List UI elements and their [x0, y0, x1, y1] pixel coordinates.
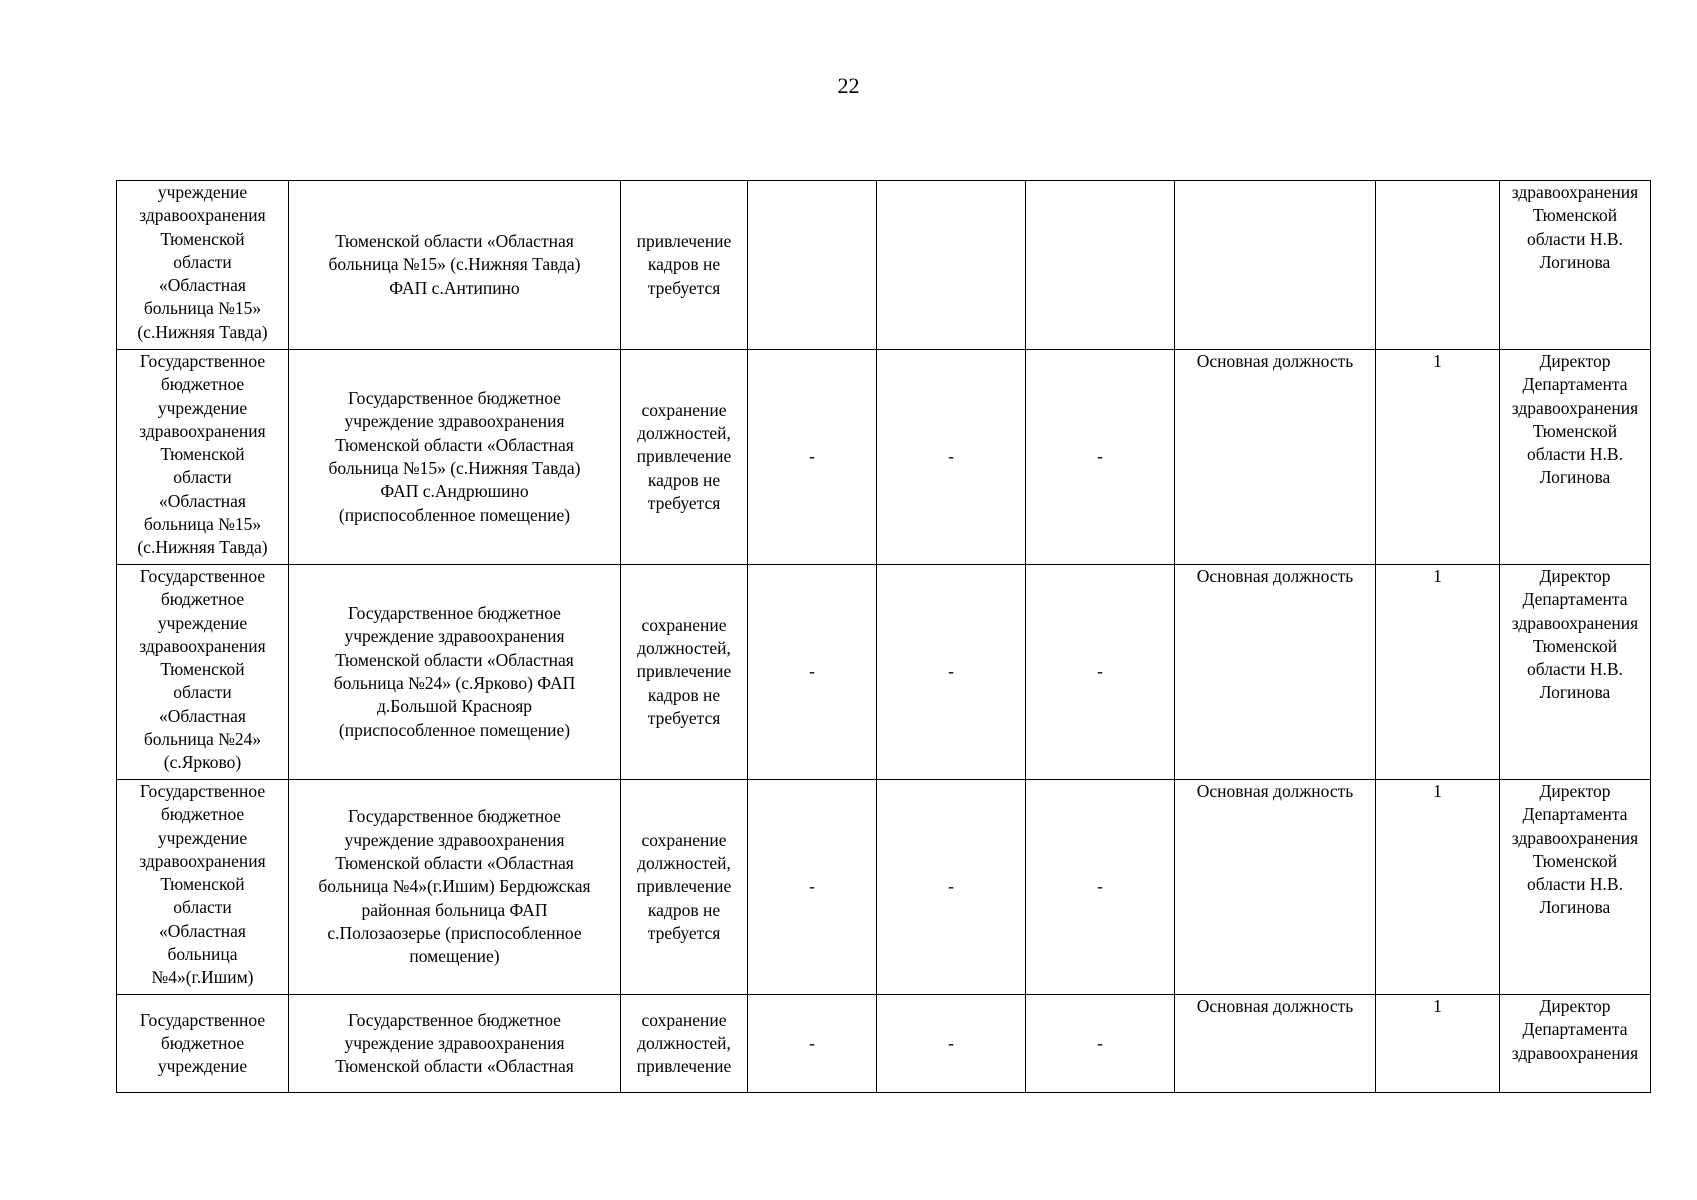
- table-row: [117, 780, 1651, 995]
- institution-cell: [117, 350, 289, 565]
- table-row: [117, 350, 1651, 565]
- institution-cell: [117, 780, 289, 995]
- table-row: [117, 995, 1651, 1093]
- action-cell: [621, 780, 748, 995]
- responsible-text: Директор Департамента здравоохранения Тюменской области Н.В. Логинова: [1511, 781, 1639, 918]
- action-cell: [621, 181, 748, 350]
- count-text: 1: [1433, 781, 1442, 801]
- action-text: сохранение должностей, привлечение: [636, 1009, 732, 1077]
- col4-cell: [748, 565, 877, 780]
- position-cell: [1175, 995, 1376, 1093]
- col6-text: -: [1097, 446, 1103, 467]
- col4-cell: [748, 181, 877, 350]
- position-cell: [1175, 181, 1376, 350]
- institution-cell: [117, 181, 289, 350]
- responsible-text: Директор Департамента здравоохранения Тюменской области Н.В. Логинова: [1511, 351, 1639, 488]
- responsible-cell: [1500, 780, 1651, 995]
- position-text: Основная должность: [1196, 996, 1354, 1016]
- responsible-text: здравоохранения Тюменской области Н.В. Логинова: [1511, 182, 1639, 272]
- table-row: [117, 565, 1651, 780]
- count-text: 1: [1433, 351, 1442, 371]
- institution-text: Государственное бюджетное учреждение здравоохранения Тюменской области «Областная больница №4»(г.Ишим): [139, 781, 266, 988]
- count-text: 1: [1433, 996, 1442, 1016]
- col6-cell: [1026, 565, 1175, 780]
- facility-cell: [289, 181, 621, 350]
- col4-cell: [748, 995, 877, 1093]
- institution-text: Государственное бюджетное учреждение здравоохранения Тюменской области «Областная больница №24» (с.Ярково): [139, 566, 266, 773]
- col5-text: -: [948, 1032, 954, 1053]
- count-cell: [1376, 995, 1500, 1093]
- position-text: Основная должность: [1196, 781, 1354, 801]
- page-number: 22: [837, 73, 860, 98]
- col4-cell: [748, 780, 877, 995]
- facility-text: Тюменской области «Областная больница №15» (с.Нижняя Тавда) ФАП с.Антипино: [328, 231, 581, 298]
- col6-text: -: [1097, 661, 1103, 682]
- col5-text: -: [948, 661, 954, 682]
- responsible-text: Директор Департамента здравоохранения Тюменской области Н.В. Логинова: [1511, 566, 1639, 703]
- responsible-cell: [1500, 995, 1651, 1093]
- col4-text: -: [809, 661, 815, 682]
- data-table: [116, 180, 1651, 1093]
- facility-cell: [289, 780, 621, 995]
- position-cell: [1175, 565, 1376, 780]
- count-cell: [1376, 181, 1500, 350]
- col6-cell: [1026, 995, 1175, 1093]
- action-text: сохранение должностей, привлечение кадров не требуется: [636, 399, 732, 513]
- institution-text: учреждение здравоохранения Тюменской области «Областная больница №15» (с.Нижняя Тавда): [137, 182, 268, 342]
- col4-text: -: [809, 876, 815, 897]
- action-cell: [621, 995, 748, 1093]
- col6-text: -: [1097, 876, 1103, 897]
- col5-cell: [877, 181, 1026, 350]
- count-text: 1: [1433, 566, 1442, 586]
- col6-cell: [1026, 780, 1175, 995]
- col5-text: -: [948, 446, 954, 467]
- action-cell: [621, 565, 748, 780]
- count-cell: [1376, 780, 1500, 995]
- facility-text: Государственное бюджетное учреждение здравоохранения Тюменской области «Областная: [335, 1009, 574, 1077]
- action-cell: [621, 350, 748, 565]
- position-text: Основная должность: [1196, 351, 1354, 371]
- responsible-text: Директор Департамента здравоохранения: [1511, 996, 1639, 1063]
- facility-text: Государственное бюджетное учреждение здравоохранения Тюменской области «Областная больница №4»(г.Ишим) Бердюжская районная больница ФАП с.Полозаозерье (приспособленное помещение): [318, 806, 591, 967]
- action-text: сохранение должностей, привлечение кадров не требуется: [636, 829, 732, 943]
- col4-text: -: [809, 446, 815, 467]
- facility-text: Государственное бюджетное учреждение здравоохранения Тюменской области «Областная больница №24» (с.Ярково) ФАП д.Большой Краснояр (приспособленное помещение): [333, 603, 576, 740]
- col5-cell: [877, 565, 1026, 780]
- institution-text: Государственное бюджетное учреждение: [139, 1009, 266, 1077]
- position-text: Основная должность: [1196, 566, 1354, 586]
- action-text: привлечение кадров не требуется: [636, 231, 732, 298]
- table-row: [117, 181, 1651, 350]
- position-cell: [1175, 780, 1376, 995]
- facility-cell: [289, 350, 621, 565]
- institution-cell: [117, 995, 289, 1093]
- col5-cell: [877, 780, 1026, 995]
- facility-cell: [289, 565, 621, 780]
- col4-text: -: [809, 1032, 815, 1053]
- col5-cell: [877, 350, 1026, 565]
- responsible-cell: [1500, 181, 1651, 350]
- count-cell: [1376, 350, 1500, 565]
- institution-text: Государственное бюджетное учреждение здравоохранения Тюменской области «Областная больница №15» (с.Нижняя Тавда): [137, 351, 268, 558]
- institution-cell: [117, 565, 289, 780]
- facility-text: Государственное бюджетное учреждение здравоохранения Тюменской области «Областная больница №15» (с.Нижняя Тавда) ФАП с.Андрюшино (приспособленное помещение): [328, 388, 581, 525]
- col5-cell: [877, 995, 1026, 1093]
- action-text: сохранение должностей, привлечение кадров не требуется: [636, 614, 732, 728]
- col4-cell: [748, 350, 877, 565]
- count-cell: [1376, 565, 1500, 780]
- col6-cell: [1026, 181, 1175, 350]
- responsible-cell: [1500, 350, 1651, 565]
- col5-text: -: [948, 876, 954, 897]
- responsible-cell: [1500, 565, 1651, 780]
- position-cell: [1175, 350, 1376, 565]
- facility-cell: [289, 995, 621, 1093]
- col6-text: -: [1097, 1032, 1103, 1053]
- col6-cell: [1026, 350, 1175, 565]
